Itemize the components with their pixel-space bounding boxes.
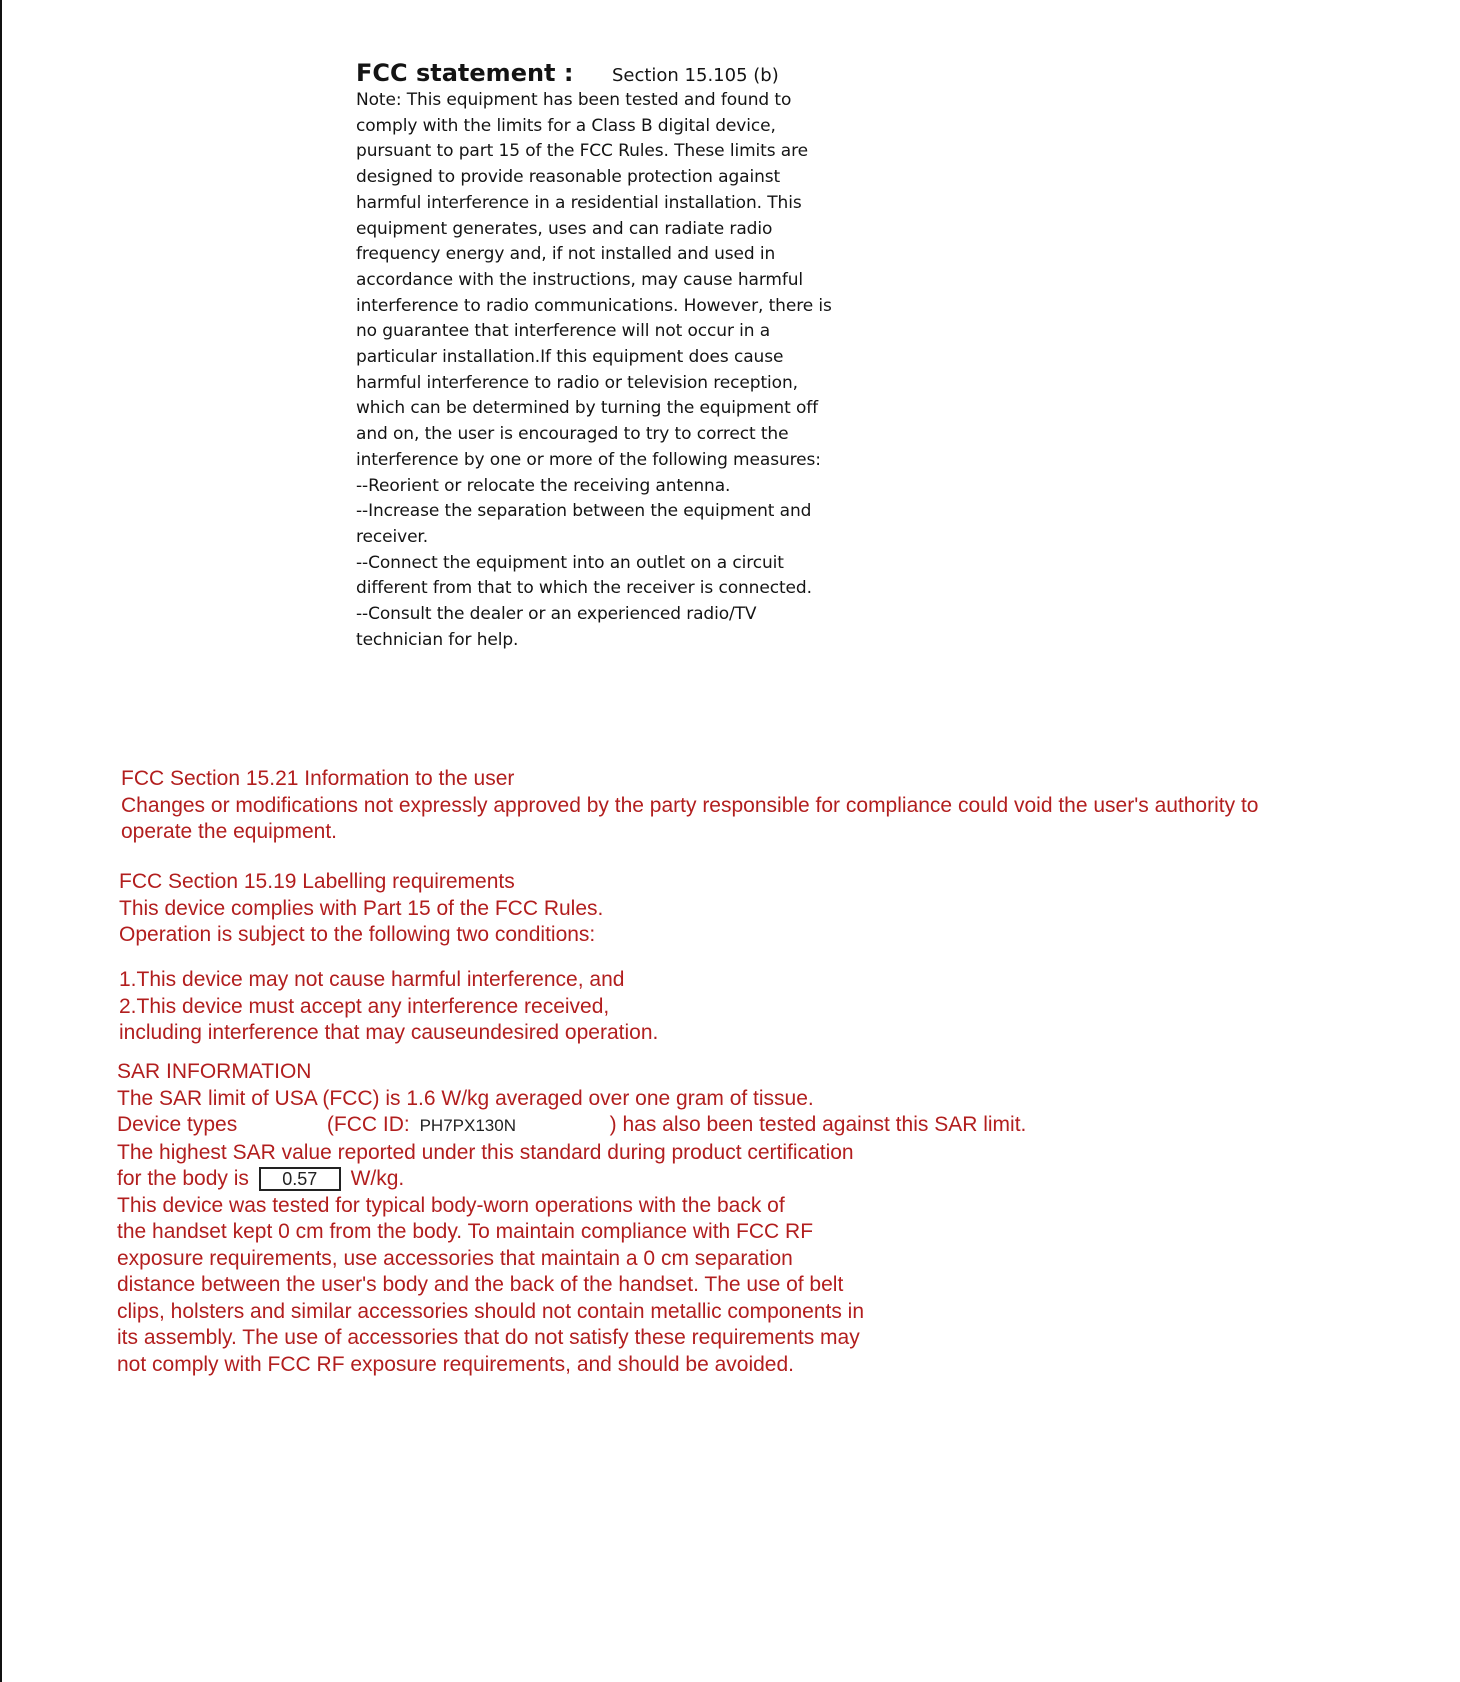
sar-body-prefix: for the body is bbox=[117, 1167, 249, 1190]
fcc-id-prefix: (FCC ID: bbox=[326, 1113, 410, 1136]
fcc-statement-line: harmful interference in a residential installation. This bbox=[356, 192, 802, 213]
fcc-statement-section: Section 15.105 (b) bbox=[611, 65, 779, 86]
sar-body-worn-line: This device was tested for typical body-worn operations with the back of bbox=[117, 1193, 785, 1217]
section-15-19-title: FCC Section 15.19 Labelling requirements bbox=[119, 870, 515, 893]
fcc-statement-line: particular installation.If this equipment does cause bbox=[356, 347, 784, 368]
fcc-id-value: PH7PX130N bbox=[419, 1116, 516, 1135]
sar-body-worn-line: clips, holsters and similar accessories should not contain metallic components in bbox=[117, 1299, 865, 1323]
section-15-19-block bbox=[119, 869, 603, 949]
section-15-21-block bbox=[121, 766, 1258, 846]
sar-body-worn-line: the handset kept 0 cm from the body. To maintain compliance with FCC RF bbox=[117, 1220, 814, 1243]
fcc-statement-line: --Consult the dealer or an experienced radio/TV bbox=[356, 604, 757, 625]
sar-highest-line: The highest SAR value reported under this standard during product certification bbox=[117, 1140, 854, 1164]
condition-line: including interference that may causeundesired operation. bbox=[119, 1021, 659, 1044]
fcc-statement-line: --Increase the separation between the equipment and bbox=[356, 501, 812, 522]
fcc-statement-line: Note: This equipment has been tested and found to bbox=[356, 90, 792, 110]
section-15-19-line: Operation is subject to the following two conditions: bbox=[119, 923, 596, 946]
fcc-statement-line: harmful interference to radio or television reception, bbox=[356, 372, 798, 393]
section-15-21-line: Changes or modifications not expressly approved by the party responsible for compliance could void the user's authority to bbox=[121, 793, 1259, 817]
sar-body-worn-line: not comply with FCC RF exposure requirements, and should be avoided. bbox=[117, 1352, 795, 1376]
fcc-statement-line: interference to radio communications. However, there is bbox=[356, 295, 832, 316]
fcc-statement-block bbox=[356, 58, 856, 653]
fcc-statement-line: pursuant to part 15 of the FCC Rules. These limits are bbox=[356, 141, 808, 162]
sar-limit-line: The SAR limit of USA (FCC) is 1.6 W/kg averaged over one gram of tissue. bbox=[117, 1086, 814, 1110]
sar-body-unit: W/kg. bbox=[350, 1167, 405, 1190]
fcc-statement-line: interference by one or more of the following measures: bbox=[356, 449, 821, 470]
sar-body-worn-line: exposure requirements, use accessories that maintain a 0 cm separation bbox=[117, 1246, 793, 1270]
fcc-statement-line: --Connect the equipment into an outlet on a circuit bbox=[356, 552, 784, 573]
sar-body-value-box: 0.57 bbox=[259, 1167, 341, 1191]
sar-body-line bbox=[117, 1166, 1026, 1193]
sar-body-worn-line: its assembly. The use of accessories that do not satisfy these requirements may bbox=[117, 1326, 860, 1349]
conditions-block bbox=[119, 967, 658, 1047]
fcc-statement-line: --Reorient or relocate the receiving antenna. bbox=[356, 475, 731, 496]
page-left-border bbox=[0, 0, 2, 1682]
fcc-statement-line: designed to provide reasonable protection against bbox=[356, 167, 781, 188]
fcc-statement-line: frequency energy and, if not installed and used in bbox=[356, 244, 776, 265]
sar-information-block bbox=[117, 1059, 1026, 1378]
fcc-statement-line: and on, the user is encouraged to try to correct the bbox=[356, 424, 789, 445]
section-15-21-line: operate the equipment. bbox=[121, 820, 337, 843]
fcc-statement-line: equipment generates, uses and can radiate radio bbox=[356, 218, 773, 239]
fcc-statement-line: accordance with the instructions, may cause harmful bbox=[356, 269, 804, 290]
sar-device-types-line bbox=[117, 1112, 1026, 1140]
condition-line: 1.This device may not cause harmful interference, and bbox=[119, 968, 625, 991]
fcc-statement-line: different from that to which the receiver is connected. bbox=[356, 578, 812, 599]
fcc-statement-line: receiver. bbox=[356, 526, 429, 547]
section-15-19-line: This device complies with Part 15 of the FCC Rules. bbox=[119, 896, 604, 920]
device-types-label: Device types bbox=[117, 1113, 238, 1136]
fcc-statement-line: comply with the limits for a Class B digital device, bbox=[356, 115, 776, 136]
fcc-statement-line: which can be determined by turning the equipment off bbox=[356, 398, 819, 419]
sar-title: SAR INFORMATION bbox=[117, 1060, 312, 1083]
fcc-statement-heading: FCC statement : bbox=[356, 59, 574, 87]
fcc-statement-line: no guarantee that interference will not occur in a bbox=[356, 321, 771, 342]
sar-body-worn-line: distance between the user's body and the back of the handset. The use of belt bbox=[117, 1273, 844, 1296]
fcc-statement-line: technician for help. bbox=[356, 629, 519, 650]
fcc-statement-header bbox=[356, 58, 856, 88]
fcc-id-suffix: ) has also been tested against this SAR limit. bbox=[609, 1113, 1027, 1136]
condition-line: 2.This device must accept any interference received, bbox=[119, 994, 610, 1018]
section-15-21-title: FCC Section 15.21 Information to the user bbox=[121, 767, 515, 790]
